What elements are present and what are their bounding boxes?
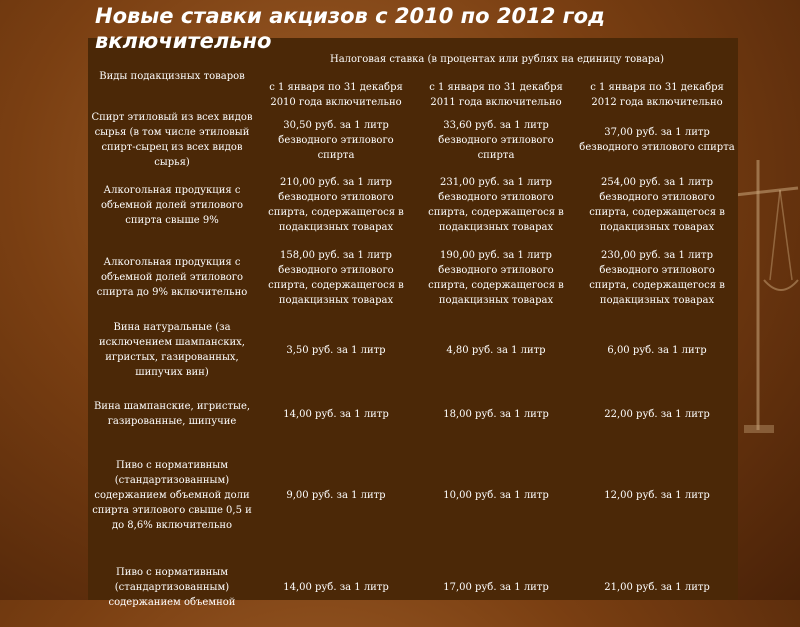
excise-rates-table bbox=[88, 38, 738, 627]
category-cell: Вина натуральные (за исключением шампанских, игристых, газированных, шипучих вин) bbox=[99, 322, 245, 378]
rate-cell-2012: 21,00 руб. за 1 литр bbox=[604, 581, 710, 593]
rate-cell-2012: 12,00 руб. за 1 литр bbox=[604, 489, 710, 501]
category-cell: Пиво с нормативным (стандартизованным) содержанием объемной доли спирта этилового свыше 0,5 и до 8,6% включительно bbox=[92, 459, 252, 531]
rate-cell-2012: 22,00 руб. за 1 литр bbox=[604, 408, 710, 420]
header-tax-rate: Налоговая ставка (в процентах или рублях на единицу товара) bbox=[329, 53, 665, 65]
category-cell: Вина шампанские, игристые, газированные, шипучие bbox=[93, 401, 251, 427]
rate-cell-2011: 190,00 руб. за 1 литр безводного этилового спирта, содержащегося в подакцизных товарах bbox=[428, 249, 564, 306]
rate-cell-2010: 3,50 руб. за 1 литр bbox=[286, 344, 386, 356]
header-period-2011: с 1 января по 31 декабря 2011 года включительно bbox=[429, 82, 563, 108]
slide-title: Новые ставки акцизов с 2010 по 2012 год включительно bbox=[95, 4, 606, 53]
table-row bbox=[88, 240, 738, 315]
table-row bbox=[88, 170, 738, 240]
table-row bbox=[88, 443, 738, 547]
header-period-2012: с 1 января по 31 декабря 2012 года включительно bbox=[590, 82, 724, 108]
rate-cell-2010: 30,50 руб. за 1 литр безводного этилового спирта bbox=[278, 119, 394, 161]
scales-decoration bbox=[730, 150, 800, 450]
rate-cell-2012: 254,00 руб. за 1 литр безводного этилового спирта, содержащегося в подакцизных товарах bbox=[589, 177, 725, 233]
table-row bbox=[88, 110, 738, 170]
rate-cell-2010: 210,00 руб. за 1 литр безводного этилового спирта, содержащегося в подакцизных товарах bbox=[268, 177, 404, 233]
rate-cell-2012: 37,00 руб. за 1 литр безводного этилового спирта bbox=[579, 127, 735, 153]
rate-cell-2010: 9,00 руб. за 1 литр bbox=[286, 489, 386, 501]
table-row bbox=[88, 547, 738, 627]
rate-cell-2011: 231,00 руб. за 1 литр безводного этилового спирта, содержащегося в подакцизных товарах bbox=[428, 177, 564, 233]
table-body bbox=[88, 110, 738, 627]
category-cell: Алкогольная продукция с объемной долей этилового спирта до 9% включительно bbox=[96, 257, 248, 298]
category-cell: Спирт этиловый из всех видов сырья (в том числе этиловый спирт-сырец из всех видов сырья) bbox=[91, 112, 253, 168]
rate-cell-2011: 10,00 руб. за 1 литр bbox=[443, 489, 549, 501]
header-period-2010: с 1 января по 31 декабря 2010 года включительно bbox=[269, 82, 403, 108]
rate-cell-2012: 6,00 руб. за 1 литр bbox=[607, 344, 707, 356]
rate-cell-2011: 33,60 руб. за 1 литр безводного этилового спирта bbox=[438, 119, 554, 161]
category-cell: Пиво с нормативным (стандартизованным) содержанием объемной bbox=[108, 566, 236, 608]
table-row bbox=[88, 315, 738, 385]
rate-cell-2010: 14,00 руб. за 1 литр bbox=[283, 408, 389, 420]
excise-rates-table-container bbox=[88, 38, 738, 608]
rate-cell-2011: 4,80 руб. за 1 литр bbox=[446, 344, 546, 356]
rate-cell-2010: 14,00 руб. за 1 литр bbox=[283, 581, 389, 593]
table-row bbox=[88, 385, 738, 443]
rate-cell-2011: 17,00 руб. за 1 литр bbox=[443, 581, 549, 593]
category-cell: Алкогольная продукция с объемной долей этилового спирта свыше 9% bbox=[100, 184, 243, 226]
rate-cell-2010: 158,00 руб. за 1 литр безводного этилового спирта, содержащегося в подакцизных товарах bbox=[268, 249, 404, 306]
rate-cell-2011: 18,00 руб. за 1 литр bbox=[443, 408, 549, 420]
rate-cell-2012: 230,00 руб. за 1 литр безводного этилового спирта, содержащегося в подакцизных товарах bbox=[589, 249, 725, 306]
header-goods-type: Виды подакцизных товаров bbox=[99, 70, 245, 82]
